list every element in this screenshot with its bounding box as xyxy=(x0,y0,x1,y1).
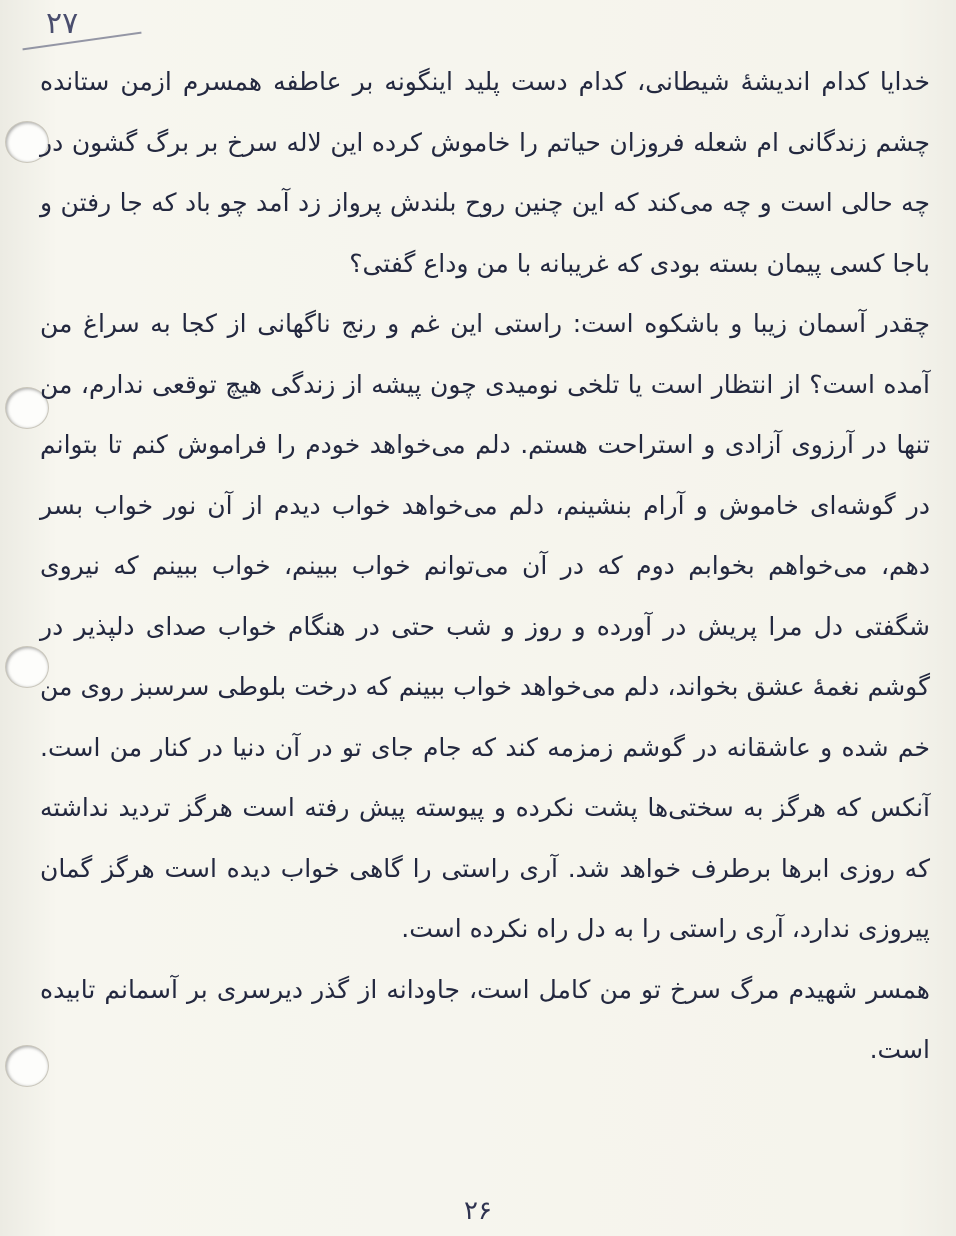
paragraph-3: همسر شهیدم مرگ سرخ تو من کامل است، جاودانه از گذر دیرسری بر آسمانم تابیده است. xyxy=(40,974,930,1064)
corner-page-number: ۲۷ xyxy=(46,6,79,41)
paragraph-2: چقدر آسمان زیبا و باشکوه است: راستی این غم و رنج ناگهانی از کجا به سراغ من آمده است؟ از انتظار است یا تلخی نومیدی چون پیشه از زندگی هیچ توقعی ندارم، من تنها در آرزوی آزادی و استراحت هستم. دلم می‌خواهد خودم را فراموش کنم تا بتوانم در گوشه‌ای خاموش و آرام بنشینم، دلم می‌خواهد خواب دیدم از آن نور خواب بسر دهم، می‌خواهم بخوابم دوم که در آن می‌توانم خواب ببینم، خواب ببینم که نیروی شگفتی دل مرا پریش در آورده و روز و شب حتی در هنگام خواب صدای دلپذیر در گوشم نغمهٔ عشق بخواند، دلم می‌خواهد خواب ببینم که درخت بلوطی سرسبز روی من خم شده و عاشقانه در گوشم زمزمه کند که جام جای تو در آن دنیا در کنار من است. آنکس که هرگز به سختی‌ها پشت نکرده و پیوسته پیش رفته است هرگز تردید نداشته که روزی ابرها برطرف خواهد شد. آری راستی را گاهی خواب دیده است هرگز گمان پیروزی ندارد، آری راستی را به دل راه نکرده است. xyxy=(40,309,930,943)
page-number: ۲۶ xyxy=(464,1196,492,1226)
paragraph-1: خدایا کدام اندیشهٔ شیطانی، کدام دست پلید اینگونه بر عاطفه همسرم ازمن ستانده چشم زندگانی ام شعله فروزان حیاتم را خاموش کرده این لاله سرخ بر برگ گشون در چه حالی است و چه می‌کند که این چنین روح بلندش پرواز زد آمد چو باد که جا رفتن و باجا کسی پیمان بسته بودی که غریبانه با من وداع گفتی؟ xyxy=(40,67,930,278)
corner-underline xyxy=(22,32,141,51)
handwritten-text xyxy=(40,52,930,1081)
